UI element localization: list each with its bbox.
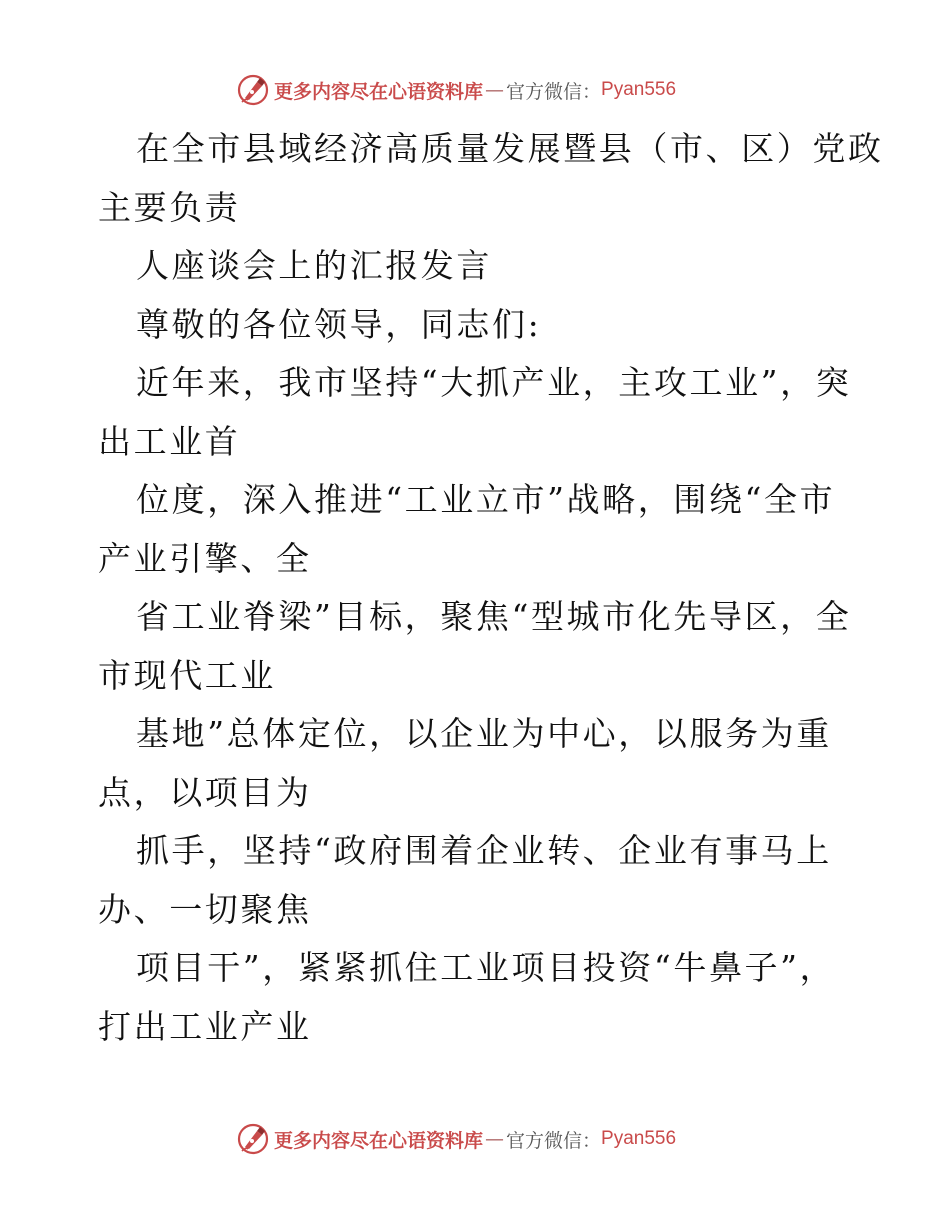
header-watermark-banner	[236, 72, 676, 108]
document-line: 基地”总体定位，以企业为中心，以服务为重	[136, 714, 832, 753]
document-line: 抓手，坚持“政府围着企业转、企业有事马上	[136, 831, 832, 870]
document-line: 打出工业产业	[98, 1006, 312, 1046]
document-line: 出工业首	[98, 421, 241, 461]
header-promo-text: 更多内容尽在心语资料库	[274, 80, 484, 103]
header-wechat-label: 官方微信：	[506, 80, 602, 103]
footer-dash: —	[485, 1128, 505, 1150]
footer-promo-text: 更多内容尽在心语资料库	[274, 1129, 484, 1152]
document-line: 市现代工业	[98, 655, 276, 695]
document-line: 产业引擎、全	[98, 538, 312, 578]
header-wechat-id: Pyan556	[601, 79, 677, 100]
document-line: 省工业脊梁”目标，聚焦“型城市化先导区，全	[136, 597, 852, 636]
footer-wechat-label: 官方微信：	[506, 1129, 602, 1152]
pen-nib-logo-icon	[236, 1122, 270, 1156]
document-line: 近年来，我市坚持“大抓产业，主攻工业”，突	[136, 363, 852, 402]
document-line: 尊敬的各位领导，同志们:	[136, 304, 542, 344]
document-body	[98, 120, 884, 1056]
header-dash: —	[485, 79, 505, 101]
pen-nib-logo-icon	[236, 73, 270, 107]
footer-wechat-id: Pyan556	[601, 1128, 677, 1149]
document-line: 办、一切聚焦	[98, 889, 312, 929]
document-line: 项目干”，紧紧抓住工业项目投资“牛鼻子”，	[136, 948, 836, 987]
document-line: 在全市县域经济高质量发展暨县（市、区）党政	[136, 129, 884, 168]
document-line: 点，以项目为	[98, 772, 312, 812]
document-line: 主要负责	[98, 187, 241, 227]
document-line: 位度，深入推进“工业立市”战略，围绕“全市	[136, 480, 836, 519]
footer-watermark-banner	[236, 1121, 676, 1157]
document-line: 人座谈会上的汇报发言	[136, 246, 492, 285]
